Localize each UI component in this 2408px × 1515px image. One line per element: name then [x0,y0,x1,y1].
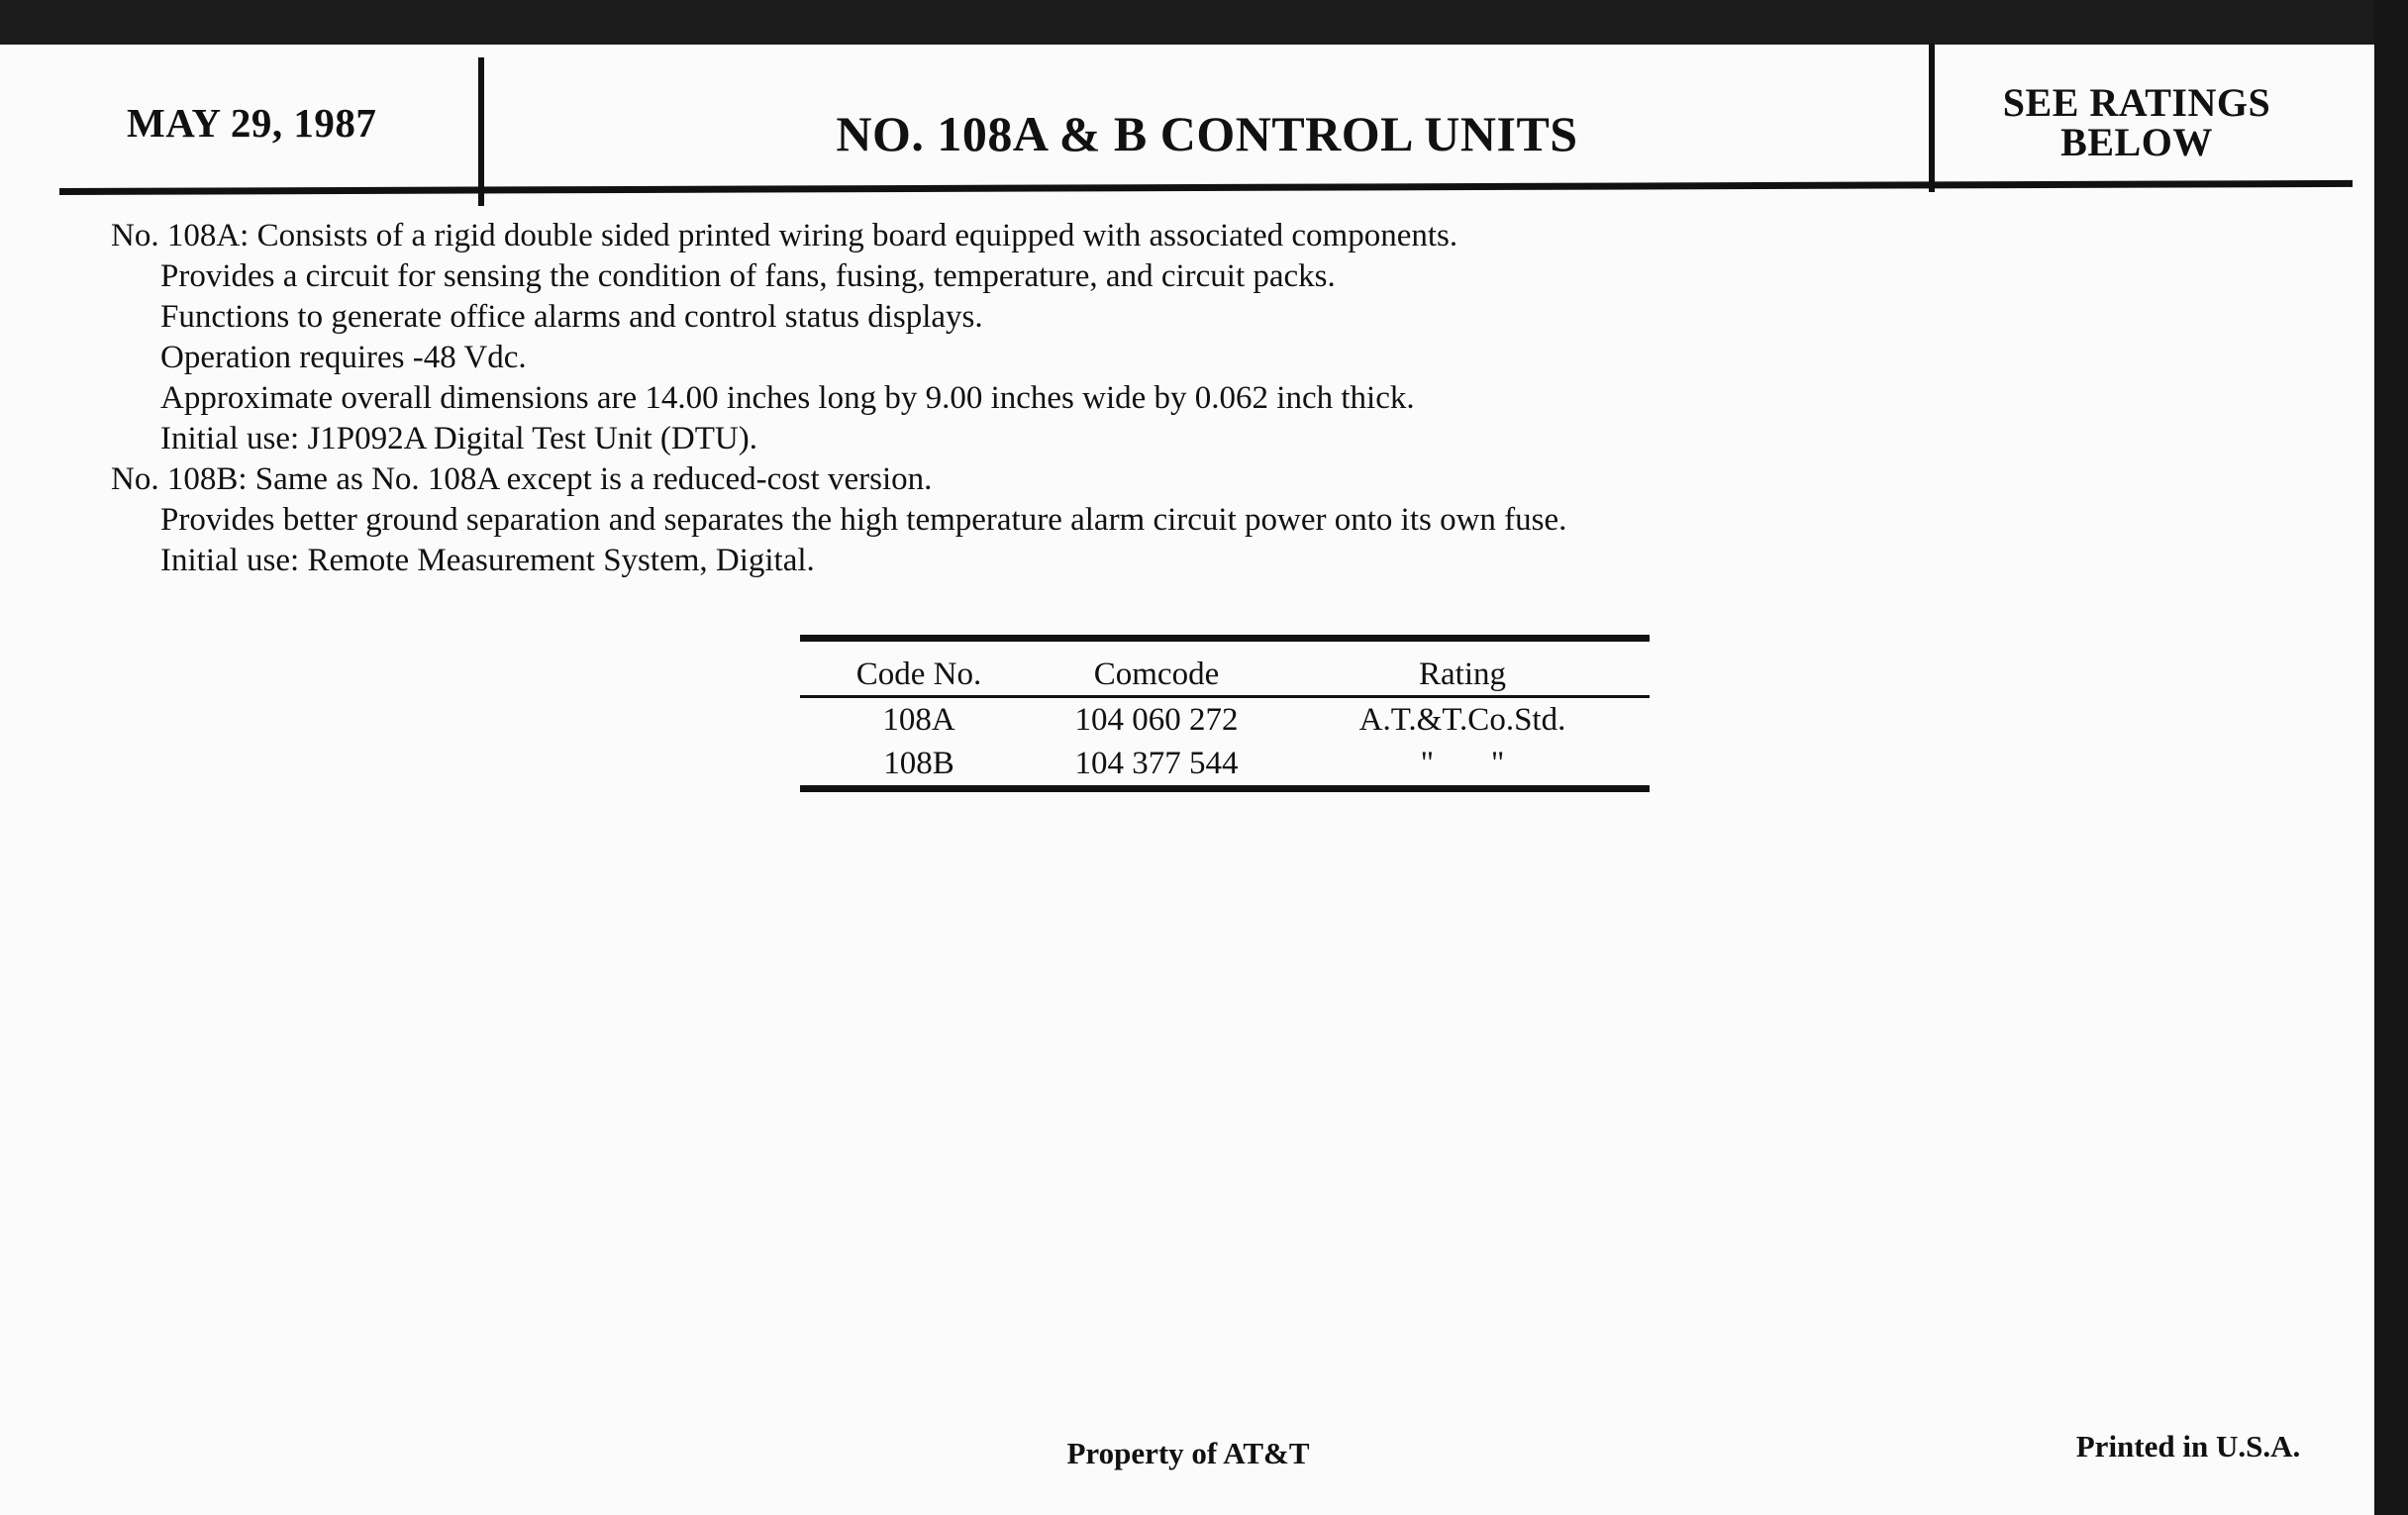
footer-property: Property of AT&T [1066,1436,1310,1470]
scan-edge [2374,0,2408,1515]
description-line: Initial use: Remote Measurement System, Digital. [160,543,815,578]
description-line: Functions to generate office alarms and control status displays. [160,299,983,335]
footer-printed: Printed in U.S.A. [2075,1429,2301,1464]
header-date: MAY 29, 1987 [127,100,377,146]
description-line: Operation requires -48 Vdc. [160,340,527,375]
cell-comcode: 104 377 544 [1074,745,1239,781]
table-header-row [800,642,1650,695]
cell-code: 108A [882,701,955,738]
code-table [800,635,1650,792]
table-bottom-rule [800,785,1650,792]
description-line: No. 108A: Consists of a rigid double sided printed wiring board equipped with associated components. [111,218,1458,253]
rating-note-line-1: SEE RATINGS [2002,80,2271,125]
description-line: Provides better ground separation and separates the high temperature alarm circuit power onto its own fuse. [160,502,1567,538]
header-divider-left [478,57,484,206]
table-row [800,742,1650,785]
description-line: No. 108B: Same as No. 108A except is a reduced-cost version. [111,461,933,497]
table-top-rule [800,635,1650,642]
page-title: NO. 108A & B CONTROL UNITS [836,106,1578,161]
table-row [800,698,1650,742]
description-line: Provides a circuit for sensing the condition of fans, fusing, temperature, and circuit packs. [160,258,1336,294]
rating-note-line-2: BELOW [2060,120,2213,164]
column-header-code: Code No. [855,656,982,692]
description-line: Approximate overall dimensions are 14.00 inches long by 9.00 inches wide by 0.062 inch thick. [160,380,1415,416]
header-rating-note [1939,80,2335,164]
cell-comcode: 104 060 272 [1074,701,1239,738]
header-divider-right [1929,44,1935,192]
column-header-rating: Rating [1419,656,1506,692]
cell-code: 108B [883,745,954,781]
cell-rating: A.T.&T.Co.Std. [1358,701,1566,738]
description-text [111,216,1893,581]
cell-rating: " " [1420,745,1505,781]
column-header-comcode: Comcode [1093,656,1220,692]
description-line: Initial use: J1P092A Digital Test Unit (DTU). [160,421,757,456]
